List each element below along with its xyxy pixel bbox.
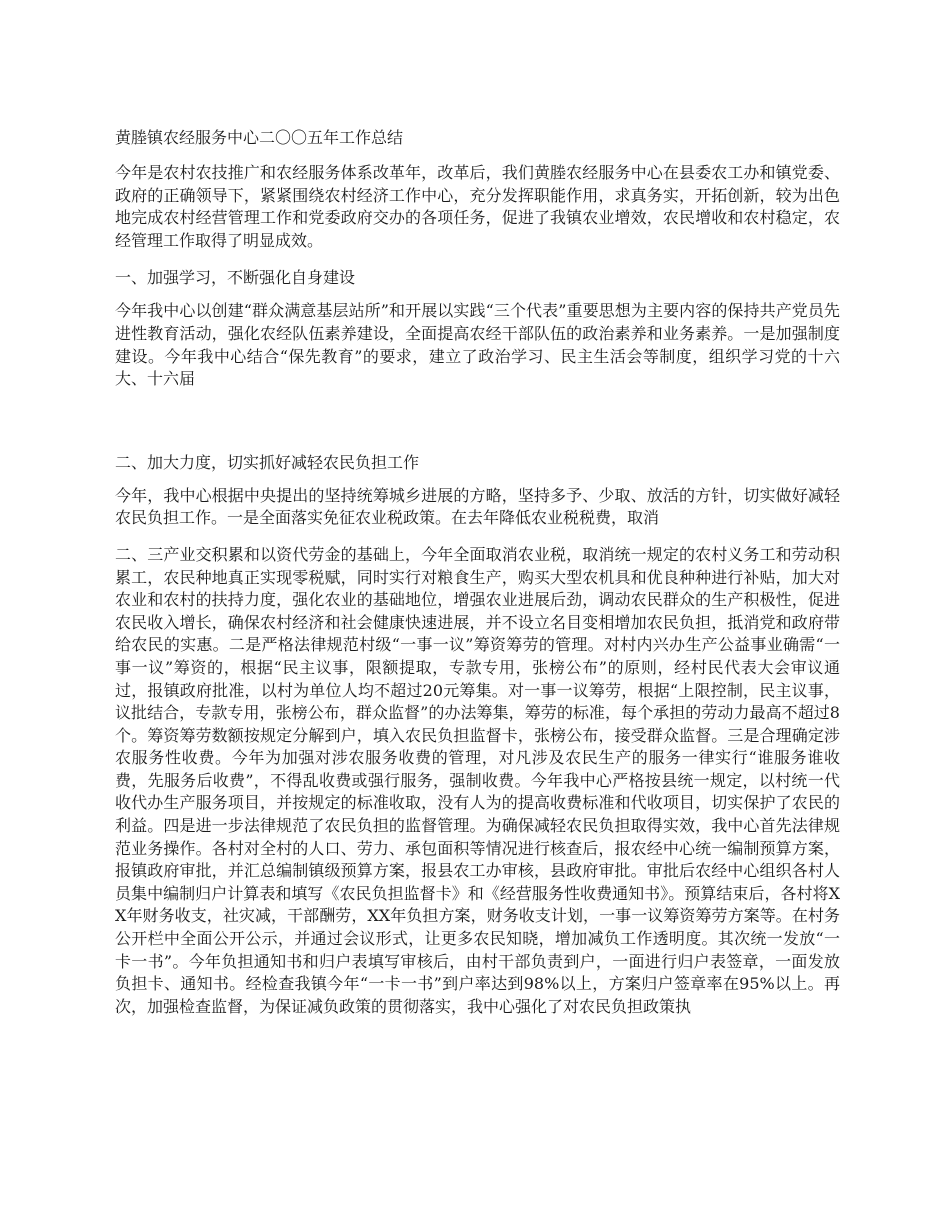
document-title: 黄塍镇农经服务中心二〇〇五年工作总结 xyxy=(115,128,404,147)
section-2-paragraph-2: 二、三产业交积累和以资代劳金的基础上，今年全面取消农业税，取消统一规定的农村义务工和劳动积累工，农民种地真正实现零税赋，同时实行对粮食生产，购买大型农机具和优良种种进行补贴，加大对农业和农村的扶持力度，强化农业的基础地位，增强农业进展后劲，调动农民群众的生产积极性，促进农民收入增长，确保农村经济和社会健康快速进展，并不设立名目变相增加农民负担，抵消党和政府带给农民的实惠。二是严格法律规范村级“一事一议”筹资筹劳的管理。对村内兴办生产公益事业确需“一事一议”筹资的，根据“民主议事，限额提取，专款专用，张榜公布”的原则，经村民代表大会审议通过，报镇政府批准，以村为单位人均不超过20元筹集。对一事一议筹劳，根据“上限控制，民主议事，议批结合，专款专用，张榜公布，群众监督”的办法筹集，筹劳的标准，每个承担的劳动力最高不超过8个。筹资筹劳数额按规定分解到户，填入农民负担监督卡，张榜公布，接受群众监督。三是合理确定涉农服务性收费。今年为加强对涉农服务收费的管理，对凡涉及农民生产的服务一律实行“谁服务谁收费，先服务后收费”，不得乱收费或强行服务，强制收费。今年我中心严格按县统一规定，以村统一代收代办生产服务项目，并按规定的标准收取，没有人为的提高收费标准和代收项目，切实保护了农民的利益。四是进一步法律规范了农民负担的监督管理。为确保减轻农民负担取得实效，我中心首先法律规范业务操作。各村对全村的人口、劳力、承包面积等情况进行核查后，报农经中心统一编制预算方案，报镇政府审批，并汇总编制镇级预算方案，报县农工办审核，县政府审批。审批后农经中心组织各村人员集中编制归户计算表和填写《农民负担监督卡》和《经营服务性收费通知书》。预算结束后，各村将XX年财务收支，社灾减，干部酬劳，XX年负担方案，财务收支计划，一事一议筹资筹劳方案等。在村务公开栏中全面公开公示，并通过会议形式，让更多农民知晓，增加减负工作透明度。其次统一发放“一卡一书”。今年负担通知书和归户表填写审核后，由村干部负责到户，一面进行归户表签章，一面发放负担卡、通知书。经检查我镇今年“一卡一书”到户率达到98%以上，方案归户签章率在95%以上。再次，加强检查监督，为保证减负政策的贯彻落实，我中心强化了对农民负担政策执 xyxy=(115,544,840,1016)
section-2-heading: 二、加大力度，切实抓好减轻农民负担工作 xyxy=(115,452,420,472)
section-2-paragraph-1: 今年，我中心根据中央提出的坚持统筹城乡进展的方略，坚持多予、少取、放活的方针，切实做好减轻农民负担工作。一是全面落实免征农业税政策。在去年降低农业税税费，取消 xyxy=(115,485,840,528)
section-1-paragraph: 今年我中心以创建“群众满意基层站所”和开展以实践“三个代表”重要思想为主要内容的保持共产党员先进性教育活动，强化农经队伍素养建设，全面提高农经干部队伍的政治素养和业务素养。一是加强制度建设。今年我中心结合“保先教育”的要求，建立了政治学习、民主生活会等制度，组织学习党的十六大、十六届 xyxy=(115,301,840,389)
page-gap xyxy=(115,405,840,451)
section-1-heading: 一、加强学习，不断强化自身建设 xyxy=(115,268,356,288)
intro-paragraph: 今年是农村农技推广和农经服务体系改革年，改革后，我们黄塍农经服务中心在县委农工办和镇党委、政府的正确领导下，紧紧围绕农村经济工作中心，充分发挥职能作用，求真务实，开拓创新，较为出色地完成农村经营管理工作和党委政府交办的各项任务，促进了我镇农业增效，农民增收和农村稳定，农经管理工作取得了明显成效。 xyxy=(115,163,840,250)
document-page xyxy=(115,112,840,1018)
